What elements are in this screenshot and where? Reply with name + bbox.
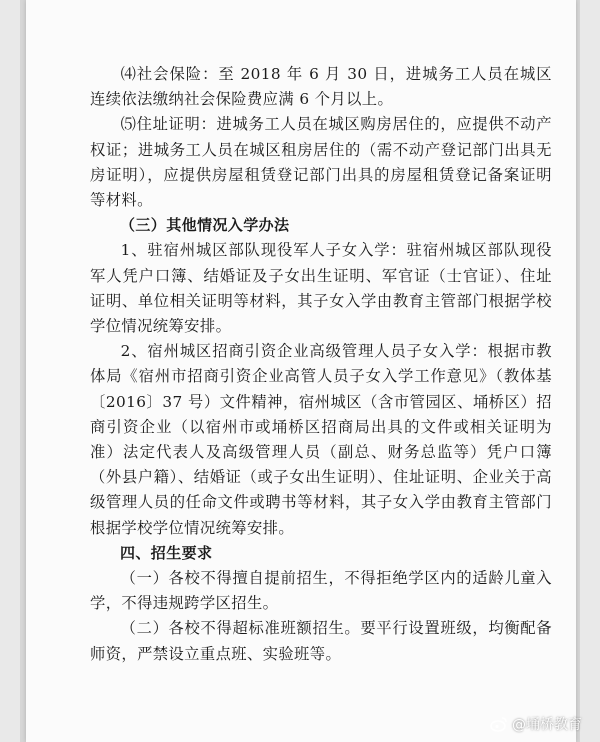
paragraph-address-proof: ⑸住址证明：进城务工人员在城区购房居住的，应提供不动产权证；进城务工人员在城区租房居住的（需不动产登记部门出具无房证明），应提供房屋租赁登记部门出具的房屋租赁登记备案证明等材料。 bbox=[90, 115, 552, 210]
weibo-watermark bbox=[490, 714, 582, 734]
paragraph-requirement-2: （二）各校不得超标准班额招生。要平行设置班级，均衡配备师资，严禁设立重点班、实验班等。 bbox=[90, 619, 552, 663]
paragraph-social-insurance: ⑷社会保险：至 2018 年 6 月 30 日，进城务工人员在城区连续依法缴纳社会保险费应满 6 个月以上。 bbox=[90, 65, 552, 109]
paragraph-investment-executives: 2、宿州城区招商引资企业高级管理人员子女入学：根据市教体局《宿州市招商引资企业高管人员子女入学工作意见》（教体基〔2016〕37 号）文件精神，宿州城区（含市管园区、埇桥区）招商引资企业（以宿州市或埇桥区招商局出具的文件或相关证明为准）法定代表人及高级管理人员（副总、财务总监等）凭户口簿（外县户籍）、结婚证（或子女出生证明）、住址证明、企业关于高级管理人员的任命文件或聘书等材料，其子女入学由教育主管部门根据学校学位情况统筹安排。 bbox=[90, 342, 552, 537]
watermark-text: @埇桥教育 bbox=[512, 717, 582, 733]
document-page bbox=[26, 0, 576, 742]
document-body bbox=[90, 62, 552, 667]
weibo-icon bbox=[490, 716, 508, 732]
paragraph-military-children: 1、驻宿州城区部队现役军人子女入学：驻宿州城区部队现役军人凭户口簿、结婚证及子女出生证明、军官证（士官证）、住址证明、单位相关证明等材料，其子女入学由教育主管部门根据学校学位情况统筹安排。 bbox=[90, 241, 552, 336]
section-heading-other-cases: （三）其他情况入学办法 bbox=[120, 216, 290, 235]
section-heading-enrollment-requirements: 四、招生要求 bbox=[120, 543, 213, 562]
paragraph-requirement-1: （一）各校不得擅自提前招生，不得拒绝学区内的适龄儿童入学，不得违规跨学区招生。 bbox=[90, 569, 552, 613]
